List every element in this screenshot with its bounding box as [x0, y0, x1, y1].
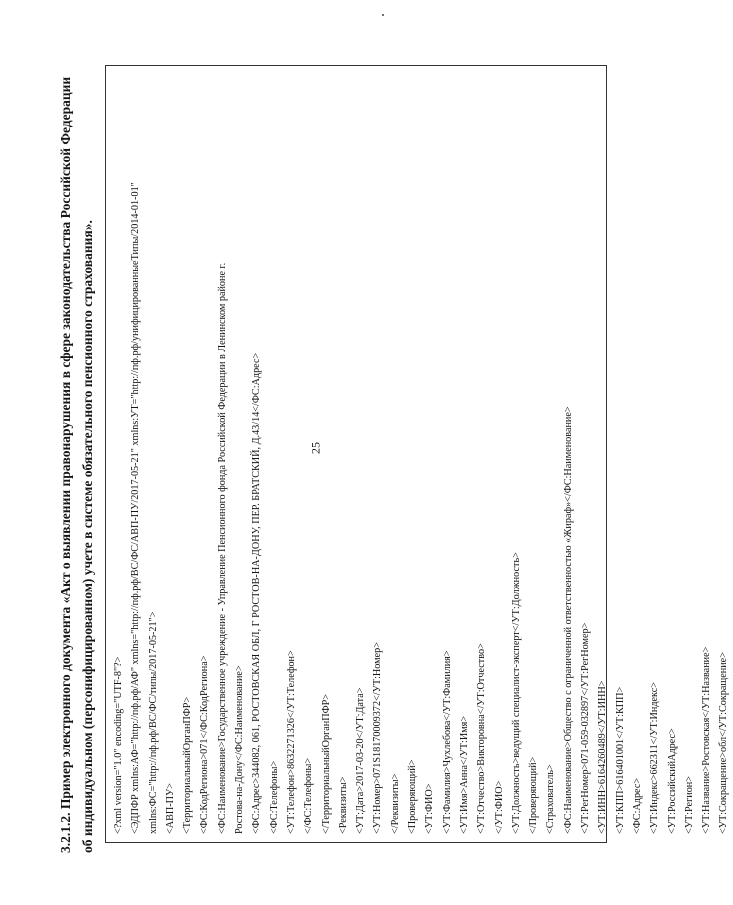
xml-line: <УТ:Индекс>662311</УТ:Индекс>: [649, 682, 661, 834]
xml-example-box: [105, 65, 730, 843]
xml-line: Ростова-на-Дону</ФС:Наименование>: [234, 665, 246, 834]
xml-line: <УТ:Сокращение>обл</УТ:Сокращение>: [718, 652, 730, 834]
section-heading: 3.2.1.2. Пример электронного документа «Акт о выявлении правонарушения в сфере законодательства Российской Федерации об индивидуальном (персонифицированном) учете в системе обязательного пенсионного страхования».: [58, 76, 95, 853]
xml-line: <УТ:РоссийскийАдрес>: [666, 728, 678, 834]
xml-line: </УТ:ФИО>: [493, 780, 505, 834]
xml-line: <УТ:Номер>071S18170009372</УТ:Номер>: [372, 642, 384, 834]
xml-line: <ТерриториальныйОрганПФР>: [182, 696, 194, 834]
xml-line: </Проверяющий>: [528, 756, 540, 834]
xml-line: <ФС:Наименование>Общество с ограниченной ответственностью «Жираф»</ФС:Наименование>: [562, 406, 574, 834]
xml-line: <УТ:Дата>2017-03-20</УТ:Дата>: [355, 687, 367, 834]
rotated-content: [55, 63, 730, 853]
xml-line: </ТерриториальныйОрганПФР>: [320, 693, 332, 834]
xml-line: xmlns:ФС="http://пф.рф/ВС/ФС/типы/2017-05-21">: [147, 611, 159, 834]
xml-line: </Реквизиты>: [389, 773, 401, 834]
xml-line: </ФС:Телефоны>: [303, 757, 315, 834]
xml-line: <УТ:Должность>ведущий специалист-эксперт</УТ:Должность>: [510, 552, 522, 834]
xml-line: <ФС:Адрес>344082, 061, РОСТОВСКАЯ ОБЛ, Г РОСТОВ-НА-ДОНУ, ПЕР. БРАТСКИЙ, Д.43/14</ФС:Адрес>: [251, 352, 263, 834]
xml-line: <Страхователь>: [545, 764, 557, 834]
xml-line: <УТ:КПП>616401001</УТ:КПП>: [614, 686, 626, 834]
xml-line: <?xml version="1.0" encoding="UTF-8"?>: [113, 656, 124, 834]
xml-line: <ФС:КодРегиона>071</ФС:КодРегиона>: [199, 655, 211, 834]
xml-line: <ЭДПФР xmlns:АФ="http://пф.рф/АФ" xmlns="http://пф.рф/ВС/ФС/АВП-ПУ/2017-05-21" xmlns:УТ="http://пф.рф/унифицированныеТипы/2014-01-01": [130, 182, 142, 834]
xml-line: <УТ:РегНомер>071-059-032897</УТ:РегНомер>: [580, 622, 592, 834]
xml-line: <УТ:ФИО>: [424, 783, 436, 834]
xml-line: <УТ:Отчество>Викторовна</УТ:Отчество>: [476, 643, 488, 834]
xml-line: <Проверяющий>: [407, 759, 419, 834]
xml-line: <УТ:Название>Ростовская</УТ:Название>: [701, 646, 713, 834]
xml-line: <УТ:Регион>: [683, 776, 695, 834]
xml-line: <УТ:Имя>Анна</УТ:Имя>: [458, 715, 470, 834]
xml-line: <ФС:Наименование>Государственное учреждение - Управление Пенсионного фонда Российской Федерации в Ленинском районе г.: [216, 262, 228, 834]
xml-line: <УТ:Телефон>8632271326</УТ:Телефон>: [285, 650, 297, 834]
xml-line: <УТ:Фамилия>Чухлебова</УТ:Фамилия>: [441, 650, 453, 834]
xml-line: <ФС:Адрес>: [631, 777, 643, 834]
page-number: 25: [308, 442, 323, 454]
xml-line: <УТ:ИНН>6164260489</УТ:ИНН>: [597, 680, 609, 834]
xml-line: <АВП-ПУ>: [164, 783, 176, 834]
xml-line: <Реквизиты>: [337, 776, 349, 834]
scan-speck: [382, 14, 384, 16]
xml-line: <ФС:Телефоны>: [268, 760, 280, 834]
